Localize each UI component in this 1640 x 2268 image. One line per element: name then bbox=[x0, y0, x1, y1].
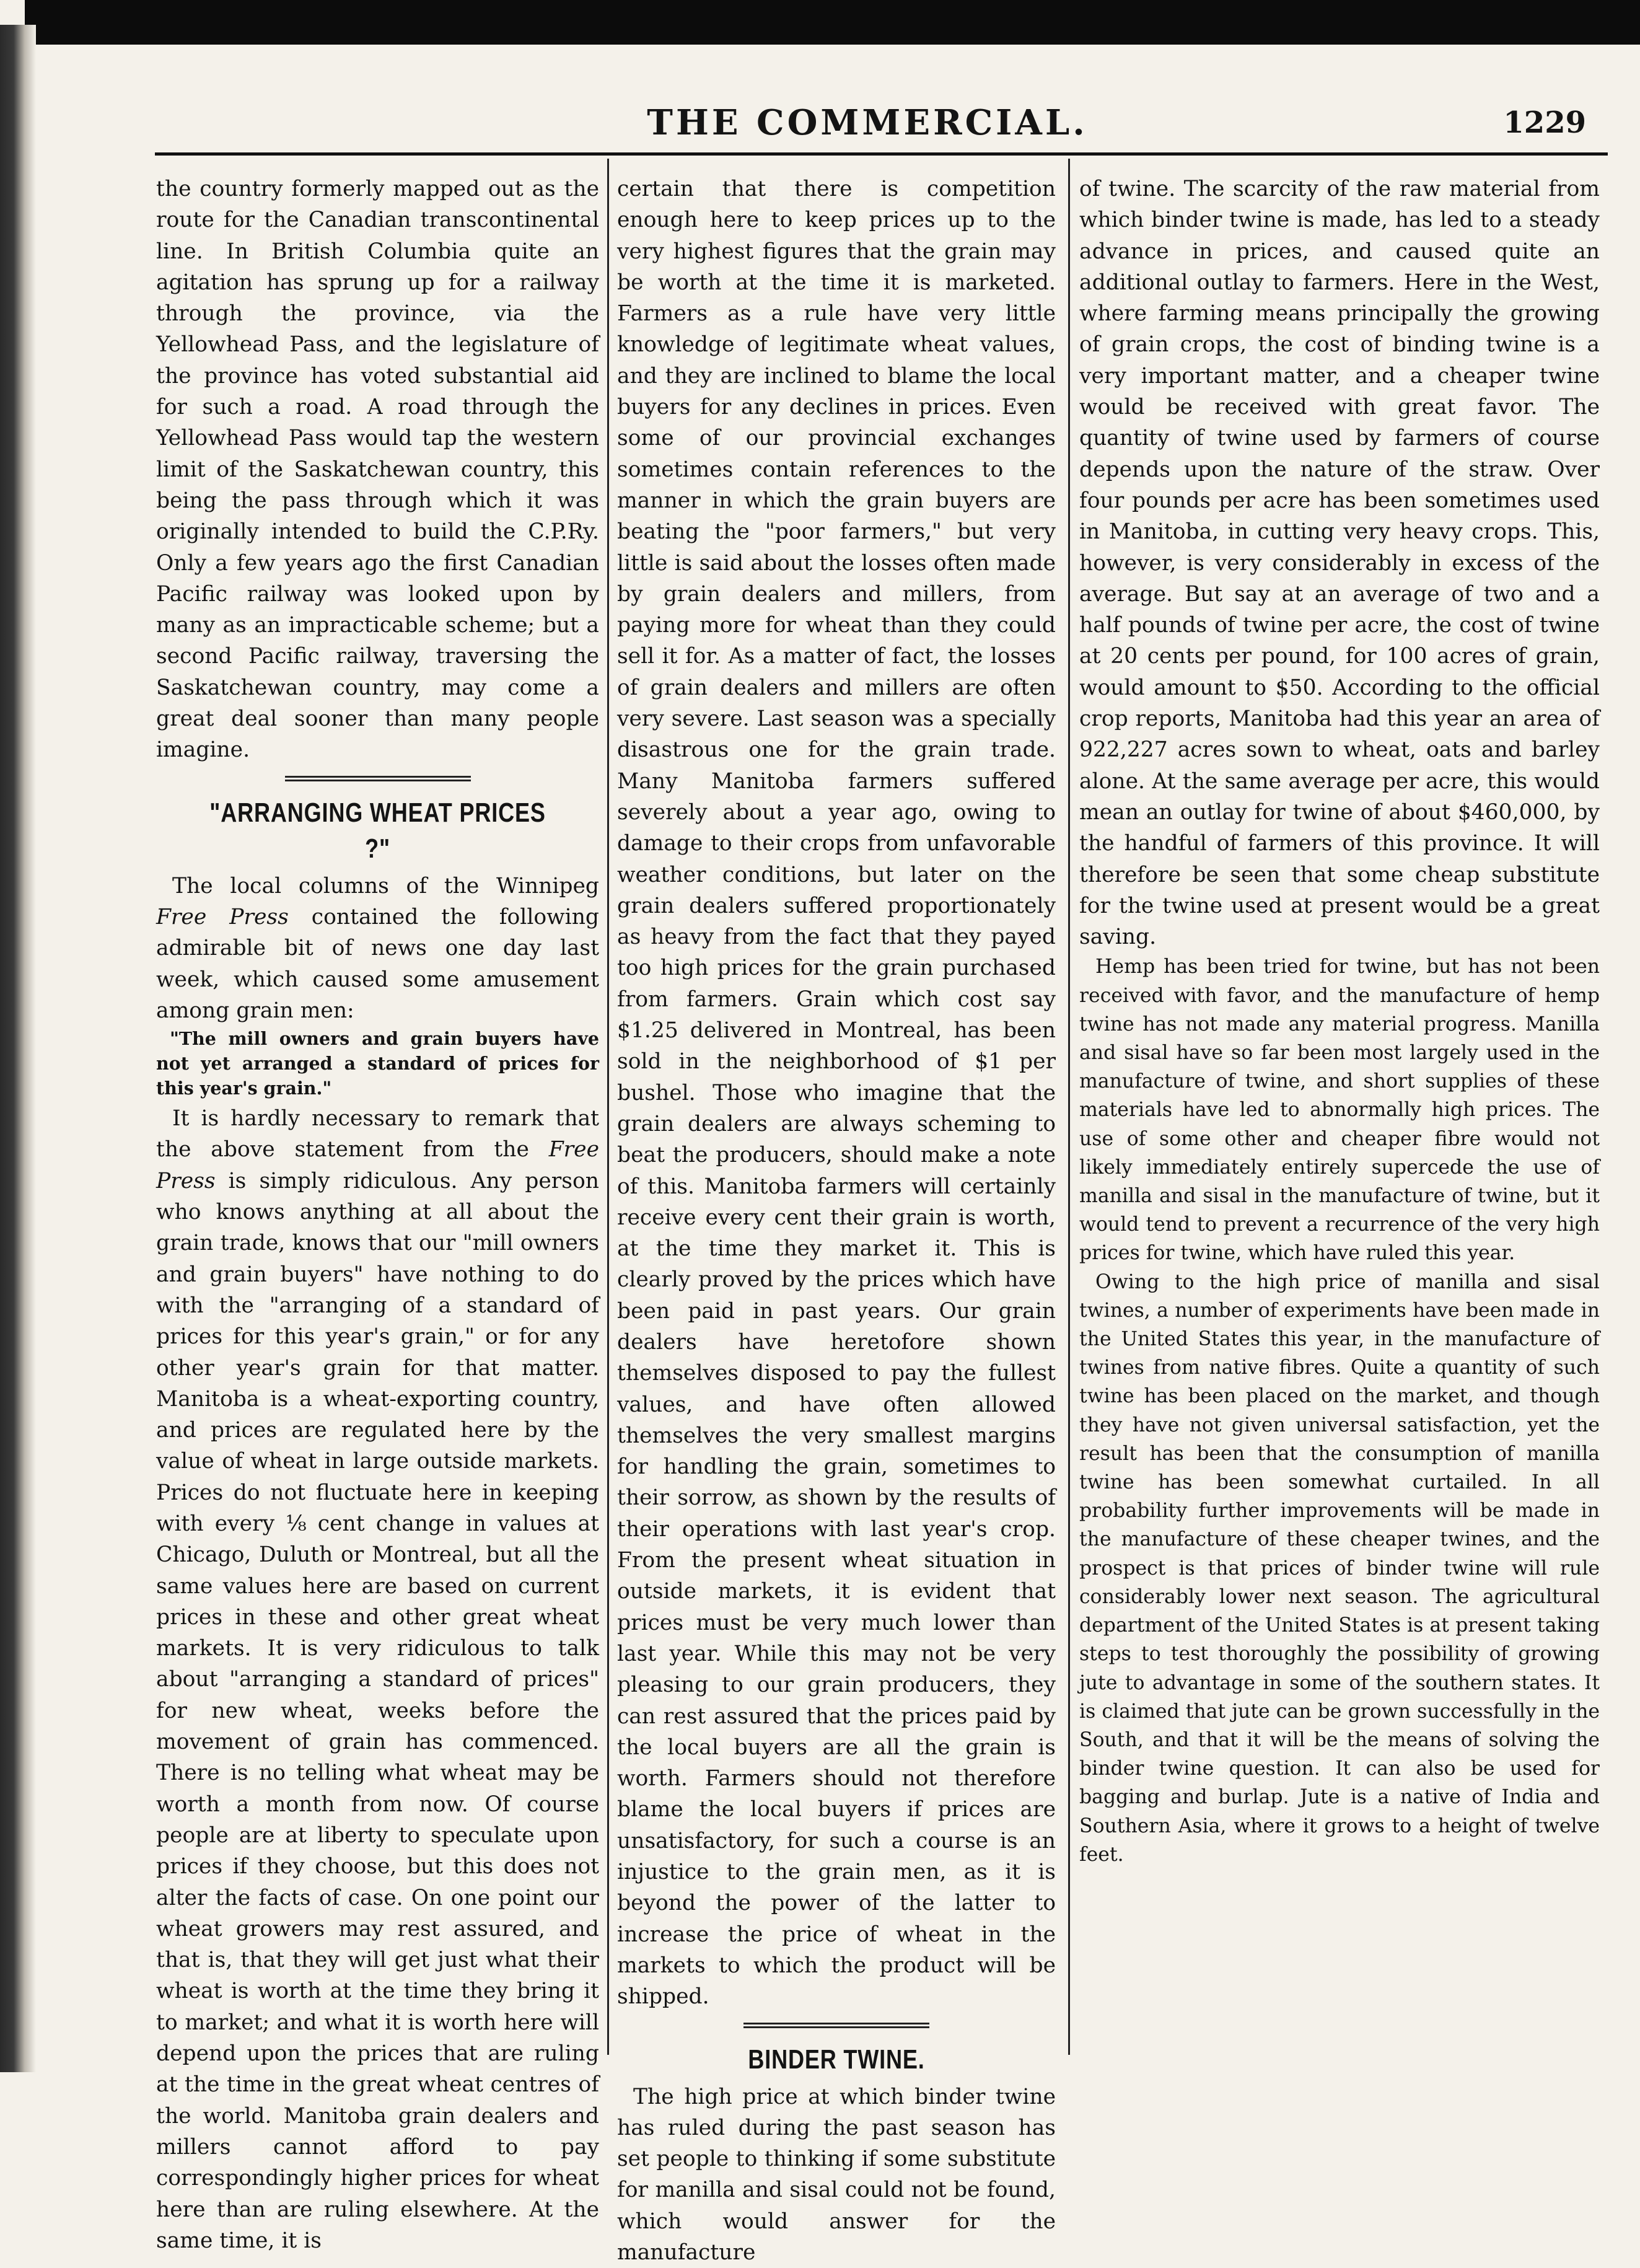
article-heading-binder-twine: BINDER TWINE. bbox=[748, 2044, 925, 2075]
col2-paragraph-1: certain that there is competition enough here to keep prices up to the very highest figures that the grain may be worth at the time it is marketed. Farmers as a rule have very little knowledge of legitimate wheat values, and they are inclined to blame the local buyers for any declines in prices. Even some of our provincial exchanges sometimes contain references to the manner in which the grain buyers are beating the "poor farmers," but very little is said about the losses often made by grain dealers and millers, from paying more for wheat than they could sell it for. As a matter of fact, the losses of grain dealers and millers are often very severe. Last season was a specially disastrous one for the grain trade. Many Manitoba farmers suffered severely about a year ago, owing to damage to their crops from unfavorable weather conditions, but later on the grain dealers suffered proportionately as heavy from the fact that they payed too high prices for the grain purchased from farmers. Grain which cost say $1.25 delivered in Montreal, has been sold in the neighborhood of $1 per bushel. Those who imagine that the grain dealers are always scheming to beat the producers, should make a note of this. Manitoba farmers will certainly receive every cent their grain is worth, at the time they market it. This is clearly proved by the prices which have been paid in past years. Our grain dealers have heretofore shown themselves disposed to pay the fullest values, and have often allowed themselves the very smallest margins for handling the grain, sometimes to their sorrow, as shown by the results of their operations with last year's crop. From the present wheat situation in outside markets, it is evident that prices must be very much lower than last year. While this may not be very pleasing to our grain producers, they can rest assured that the prices paid by the local buyers are all the grain is worth. Farmers should not therefore blame the local buyers if prices are unsatisfactory, for such a course is an injustice to the grain men, as it is beyond the power of the latter to increase the price of wheat in the markets to which the product will be shipped. bbox=[617, 177, 1056, 2010]
article-heading-arranging-wheat-prices: "ARRANGING WHEAT PRICES ?" bbox=[209, 797, 546, 864]
column-divider-2 bbox=[1068, 159, 1070, 2055]
col1-p2-newspaper-name: Free Press bbox=[156, 904, 289, 930]
column-3 bbox=[1079, 174, 1600, 1869]
col2-paragraph-2: The high price at which binder twine has ruled during the past season has set people to thinking if some substitute for manilla and sisal could not be found, which would answer for the manufacture bbox=[617, 2084, 1056, 2265]
col1-p2-text-a: The local columns of the Winnipeg bbox=[172, 873, 599, 899]
col1-p3-text-b: is simply ridiculous. Any person who knows anything at all about the grain trade, knows that our "mill owners and grain buyers" have nothing to do with the "arranging of a standard of prices for this year's grain," or for any other year's grain for that matter. Manitoba is a wheat-exporting country, and prices are regulated here by the value of wheat in large outside markets. Prices do not fluctuate here in keeping with every ⅛ cent change in values at Chicago, Duluth or Montreal, but all the same values here are based on current prices in these and other great wheat markets. It is very ridiculous to talk about "arranging a standard of prices" for new wheat, weeks before the movement of grain has commenced. There is no telling what wheat may be worth a month from now. Of course people are at liberty to speculate upon prices if they choose, but this does not alter the facts of case. On one point our wheat growers may rest assured, and that is, that they will get just what their wheat is worth at the time they bring it to market; and what it is worth here will depend upon the prices that are ruling at the time in the great wheat centres of the world. Manitoba grain dealers and millers cannot afford to pay correspondingly higher prices for wheat here than are ruling elsewhere. At the same time, it is bbox=[156, 1168, 599, 2253]
col1-paragraph-1: the country formerly mapped out as the route for the Canadian transcontinental line. In British Columbia quite an agitation has sprung up for a railway through the province, via the Yellowhead Pass, and the legislature of the province has voted substantial aid for such a road. A road through the Yellowhead Pass would tap the western limit of the Saskatchewan country, this being the pass through which it was originally intended to build the C.P.Ry. Only a few years ago the first Canadian Pacific railway was looked upon by many as an impracticable scheme; but a second Pacific railway, traversing the Saskatchewan country, may come a great deal sooner than many people imagine. bbox=[156, 177, 599, 763]
column-2 bbox=[617, 174, 1056, 2268]
col1-paragraph-2 bbox=[156, 871, 599, 1026]
page-number: 1229 bbox=[1503, 105, 1586, 140]
col1-p2-text-b: contained the following admirable bit of news one day last week, which caused some amusement among grain men: bbox=[156, 904, 600, 1023]
top-border-bar bbox=[25, 0, 1640, 45]
col2-heading-rule bbox=[743, 2023, 929, 2028]
col1-quote: "The mill owners and grain buyers have not yet arranged a standard of prices for this year's grain." bbox=[156, 1028, 599, 1099]
column-divider-1 bbox=[607, 159, 609, 2055]
header-rule bbox=[155, 152, 1608, 156]
binding-edge bbox=[0, 25, 36, 2072]
col1-heading-rule bbox=[285, 776, 471, 781]
col1-p3-newspaper-name: Free Press bbox=[156, 1137, 599, 1193]
col3-paragraph-2: Hemp has been tried for twine, but has not been received with favor, and the manufacture of hemp twine has not made any material progress. Manilla and sisal have so far been most largely used in the manufacture of twine, and short supplies of these materials have led to abnormally high prices. The use of some other and cheaper fibre would not likely immediately entirely supercede the use of manilla and sisal in the manufacture of twine, but it would tend to prevent a recurrence of the very high prices for twine, which have ruled this year. bbox=[1079, 956, 1600, 1265]
col1-p3-text-a: It is hardly necessary to remark that the above statement from the bbox=[156, 1106, 599, 1163]
col3-paragraph-3: Owing to the high price of manilla and sisal twines, a number of experiments have been made in the United States this year, in the manufacture of twines from native fibres. Quite a quantity of such twine has been placed on the market, and though they have not given universal satisfaction, yet the result has been that the consumption of manilla twine has been somewhat curtailed. In all probability further improvements will be made in the manufacture of these cheaper twines, and the prospect is that prices of binder twine will rule considerably lower next season. The agricultural department of the United States is at present taking steps to test thoroughly the possibility of growing jute to advantage in some of the southern states. It is claimed that jute can be grown successfully in the South, and that it will be the means of solving the binder twine question. It can also be used for bagging and burlap. Jute is a native of India and Southern Asia, where it grows to a height of twelve feet. bbox=[1079, 1270, 1600, 1866]
column-1 bbox=[156, 174, 599, 2256]
col1-paragraph-3 bbox=[156, 1103, 599, 2256]
masthead-title: THE COMMERCIAL. bbox=[647, 102, 1088, 143]
col3-paragraph-1: of twine. The scarcity of the raw material from which binder twine is made, has led to a steady advance in prices, and caused quite an additional outlay to farmers. Here in the West, where farming means principally the growing of grain crops, the cost of binding twine is a very important matter, and a cheaper twine would be received with great favor. The quantity of twine used by farmers of course depends upon the nature of the straw. Over four pounds per acre has been sometimes used in Manitoba, in cutting very heavy crops. This, however, is very considerably in excess of the average. But say at an average of two and a half pounds of twine per acre, the cost of twine at 20 cents per pound, for 100 acres of grain, would amount to $50. According to the official crop reports, Manitoba had this year an area of 922,227 acres sown to wheat, oats and barley alone. At the same average per acre, this would mean an outlay for twine of about $460,000, by the handful of farmers of this province. It will therefore be seen that some cheap substitute for the twine used at present would be a great saving. bbox=[1079, 177, 1600, 950]
